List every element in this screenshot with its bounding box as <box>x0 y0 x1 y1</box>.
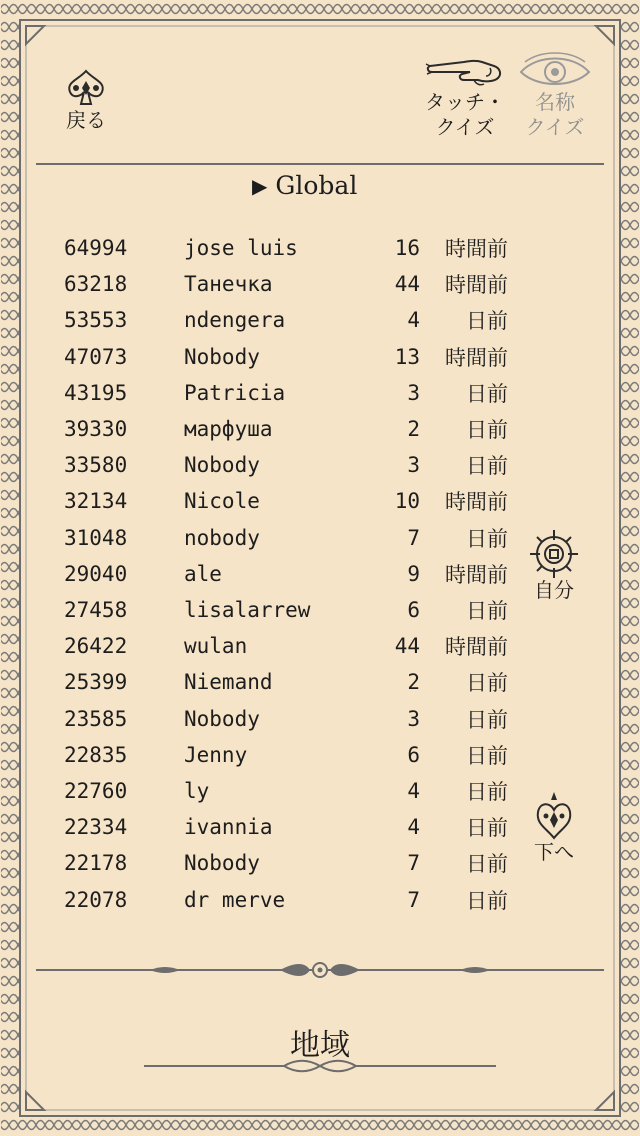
time-amount: 7 <box>407 525 420 550</box>
score-value: 25399 <box>64 670 128 695</box>
time-amount: 6 <box>407 598 420 622</box>
leaderboard-row <box>0 268 640 304</box>
time-unit: 時間前 <box>445 490 508 515</box>
leaderboard-row <box>0 884 640 920</box>
time-amount: 4 <box>407 779 420 803</box>
score-value: 22835 <box>64 742 128 767</box>
time-unit: 日前 <box>466 780 508 804</box>
time-unit: 日前 <box>466 671 508 696</box>
player-name: Nobody <box>184 453 260 478</box>
leaderboard-row <box>0 232 640 268</box>
player-name: марфуша <box>184 417 273 441</box>
back-button[interactable] <box>56 68 116 133</box>
player-name: Nicole <box>184 489 260 514</box>
spade-ornament-icon <box>534 790 574 840</box>
region-underline-ornament <box>144 1056 496 1076</box>
time-unit: 時間前 <box>445 562 508 587</box>
player-name: Nobody <box>184 344 260 369</box>
name-quiz-label: 名称 クイズ <box>525 90 585 139</box>
score-value: 22334 <box>64 815 128 840</box>
pointing-hand-icon <box>424 50 506 90</box>
time-unit: 日前 <box>466 418 508 442</box>
time-unit: 日前 <box>466 381 508 406</box>
time-unit: 日前 <box>466 852 508 877</box>
player-name: ivannia <box>184 815 273 840</box>
leaderboard-row <box>0 304 640 340</box>
time-unit: 日前 <box>466 309 508 334</box>
name-quiz-button[interactable] <box>514 50 596 140</box>
score-value: 22760 <box>64 779 128 803</box>
time-amount: 3 <box>407 706 420 731</box>
score-value: 63218 <box>64 272 128 297</box>
score-value: 22078 <box>64 887 128 912</box>
player-name: dr merve <box>184 887 286 912</box>
leaderboard-row <box>0 377 640 413</box>
time-amount: 10 <box>394 489 420 514</box>
time-amount: 3 <box>407 380 420 405</box>
spade-ornament-icon <box>62 68 110 108</box>
score-value: 64994 <box>64 236 128 260</box>
leaderboard-row <box>0 739 640 775</box>
time-amount: 7 <box>407 851 420 876</box>
time-amount: 2 <box>407 417 420 441</box>
time-amount: 6 <box>407 742 420 767</box>
back-label: 戻る <box>66 108 106 132</box>
time-unit: 時間前 <box>445 273 508 298</box>
score-value: 27458 <box>64 598 128 622</box>
player-name: Nobody <box>184 851 260 876</box>
time-amount: 3 <box>407 453 420 478</box>
player-name: Jenny <box>184 742 248 767</box>
time-amount: 44 <box>394 634 420 659</box>
player-name: ly <box>184 779 210 803</box>
time-unit: 日前 <box>466 743 508 768</box>
time-amount: 16 <box>394 236 420 260</box>
time-unit: 時間前 <box>445 237 508 261</box>
player-name: jose luis <box>184 236 298 260</box>
scroll-down-button[interactable] <box>526 790 582 865</box>
player-name: Patricia <box>184 380 286 405</box>
me-button[interactable] <box>528 530 580 603</box>
score-value: 31048 <box>64 525 128 550</box>
time-amount: 2 <box>407 670 420 695</box>
time-unit: 日前 <box>466 816 508 841</box>
down-label: 下へ <box>534 840 574 864</box>
time-amount: 9 <box>407 561 420 586</box>
leaderboard-row <box>0 341 640 377</box>
scope-title <box>252 171 357 200</box>
time-amount: 4 <box>407 308 420 333</box>
scope-title-text: Global <box>275 171 358 200</box>
score-value: 32134 <box>64 489 128 514</box>
score-value: 23585 <box>64 706 128 731</box>
player-name: ale <box>184 561 222 586</box>
leaderboard-row <box>0 666 640 702</box>
time-amount: 13 <box>394 344 420 369</box>
touch-quiz-label: タッチ・ クイズ <box>425 90 505 139</box>
play-arrow-icon: ▶ <box>252 173 268 198</box>
player-name: nobody <box>184 525 260 550</box>
score-value: 29040 <box>64 561 128 586</box>
time-unit: 日前 <box>466 599 508 623</box>
touch-quiz-button[interactable] <box>422 50 508 140</box>
time-amount: 7 <box>407 887 420 912</box>
eye-icon <box>515 50 595 90</box>
region-button[interactable]: 地域 <box>290 1028 350 1063</box>
leaderboard-row <box>0 630 640 666</box>
time-unit: 時間前 <box>445 635 508 660</box>
player-name: Танечка <box>184 272 273 297</box>
me-label: 自分 <box>534 578 574 602</box>
player-name: Nobody <box>184 706 260 731</box>
leaderboard-row <box>0 485 640 521</box>
leaderboard-row <box>0 413 640 449</box>
time-unit: 時間前 <box>445 345 508 370</box>
score-value: 26422 <box>64 634 128 659</box>
time-unit: 日前 <box>466 888 508 913</box>
time-amount: 44 <box>394 272 420 297</box>
time-amount: 4 <box>407 815 420 840</box>
time-unit: 日前 <box>466 707 508 732</box>
score-value: 22178 <box>64 851 128 876</box>
player-name: ndengera <box>184 308 286 333</box>
score-value: 53553 <box>64 308 128 333</box>
leaderboard-row <box>0 449 640 485</box>
score-value: 39330 <box>64 417 128 441</box>
target-icon <box>528 530 580 578</box>
time-unit: 日前 <box>466 454 508 479</box>
flourish-ornament <box>140 958 500 982</box>
leaderboard-row <box>0 703 640 739</box>
header-divider <box>36 163 604 165</box>
score-value: 33580 <box>64 453 128 478</box>
player-name: Niemand <box>184 670 273 695</box>
time-unit: 日前 <box>466 526 508 551</box>
score-value: 47073 <box>64 344 128 369</box>
player-name: wulan <box>184 634 248 659</box>
score-value: 43195 <box>64 380 128 405</box>
player-name: lisalarrew <box>184 598 311 622</box>
